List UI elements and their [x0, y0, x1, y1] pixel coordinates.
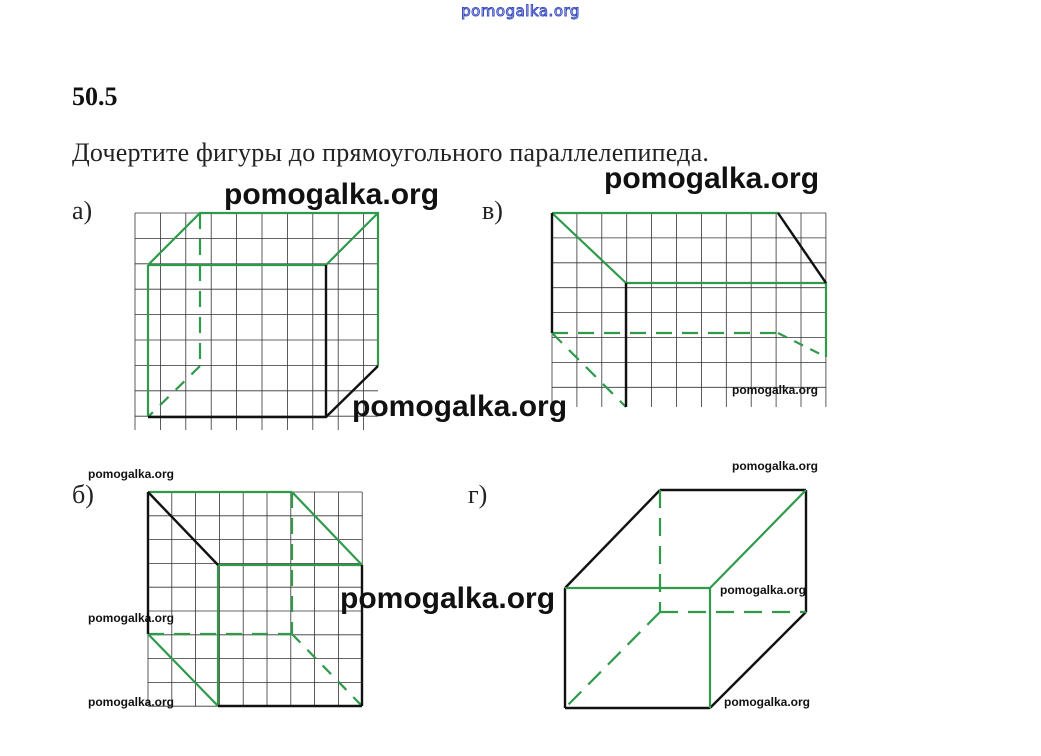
figure-g-completion-lines — [565, 490, 806, 708]
figure-v-completion-lines — [552, 213, 826, 407]
figure-a — [135, 213, 378, 430]
problem-statement: Дочертите фигуры до прямоугольного параллелепипеда. — [72, 138, 710, 167]
watermark-large-1: pomogalka.org — [224, 178, 440, 211]
watermark-small-6: pomogalka.org — [88, 695, 175, 709]
watermark-small-2: pomogalka.org — [88, 467, 175, 481]
figure-g — [565, 490, 806, 708]
figure-g-given-lines — [565, 490, 806, 708]
figure-v-given-lines — [552, 213, 826, 407]
watermark-small-3: pomogalka.org — [732, 459, 819, 473]
figure-a-grid — [135, 213, 378, 430]
watermark-small-4: pomogalka.org — [720, 583, 807, 597]
figure-b — [148, 492, 362, 706]
site-header-link[interactable]: pomogalka.org — [461, 2, 580, 20]
figure-a-label: а) — [72, 196, 93, 225]
figure-v — [552, 213, 826, 407]
figure-v-label: в) — [482, 196, 503, 225]
figure-v-grid — [552, 213, 826, 407]
watermark-large-3: pomogalka.org — [352, 390, 568, 423]
watermark-large-4: pomogalka.org — [340, 582, 556, 615]
watermark-small-7: pomogalka.org — [724, 695, 811, 709]
figure-a-given-lines — [148, 265, 378, 417]
problem-number: 50.5 — [72, 82, 118, 111]
figure-b-label: б) — [72, 480, 94, 509]
watermark-small-1: pomogalka.org — [732, 383, 819, 397]
watermark-large-2: pomogalka.org — [604, 162, 820, 195]
watermark-small-5: pomogalka.org — [88, 611, 175, 625]
figure-g-label: г) — [468, 480, 488, 509]
